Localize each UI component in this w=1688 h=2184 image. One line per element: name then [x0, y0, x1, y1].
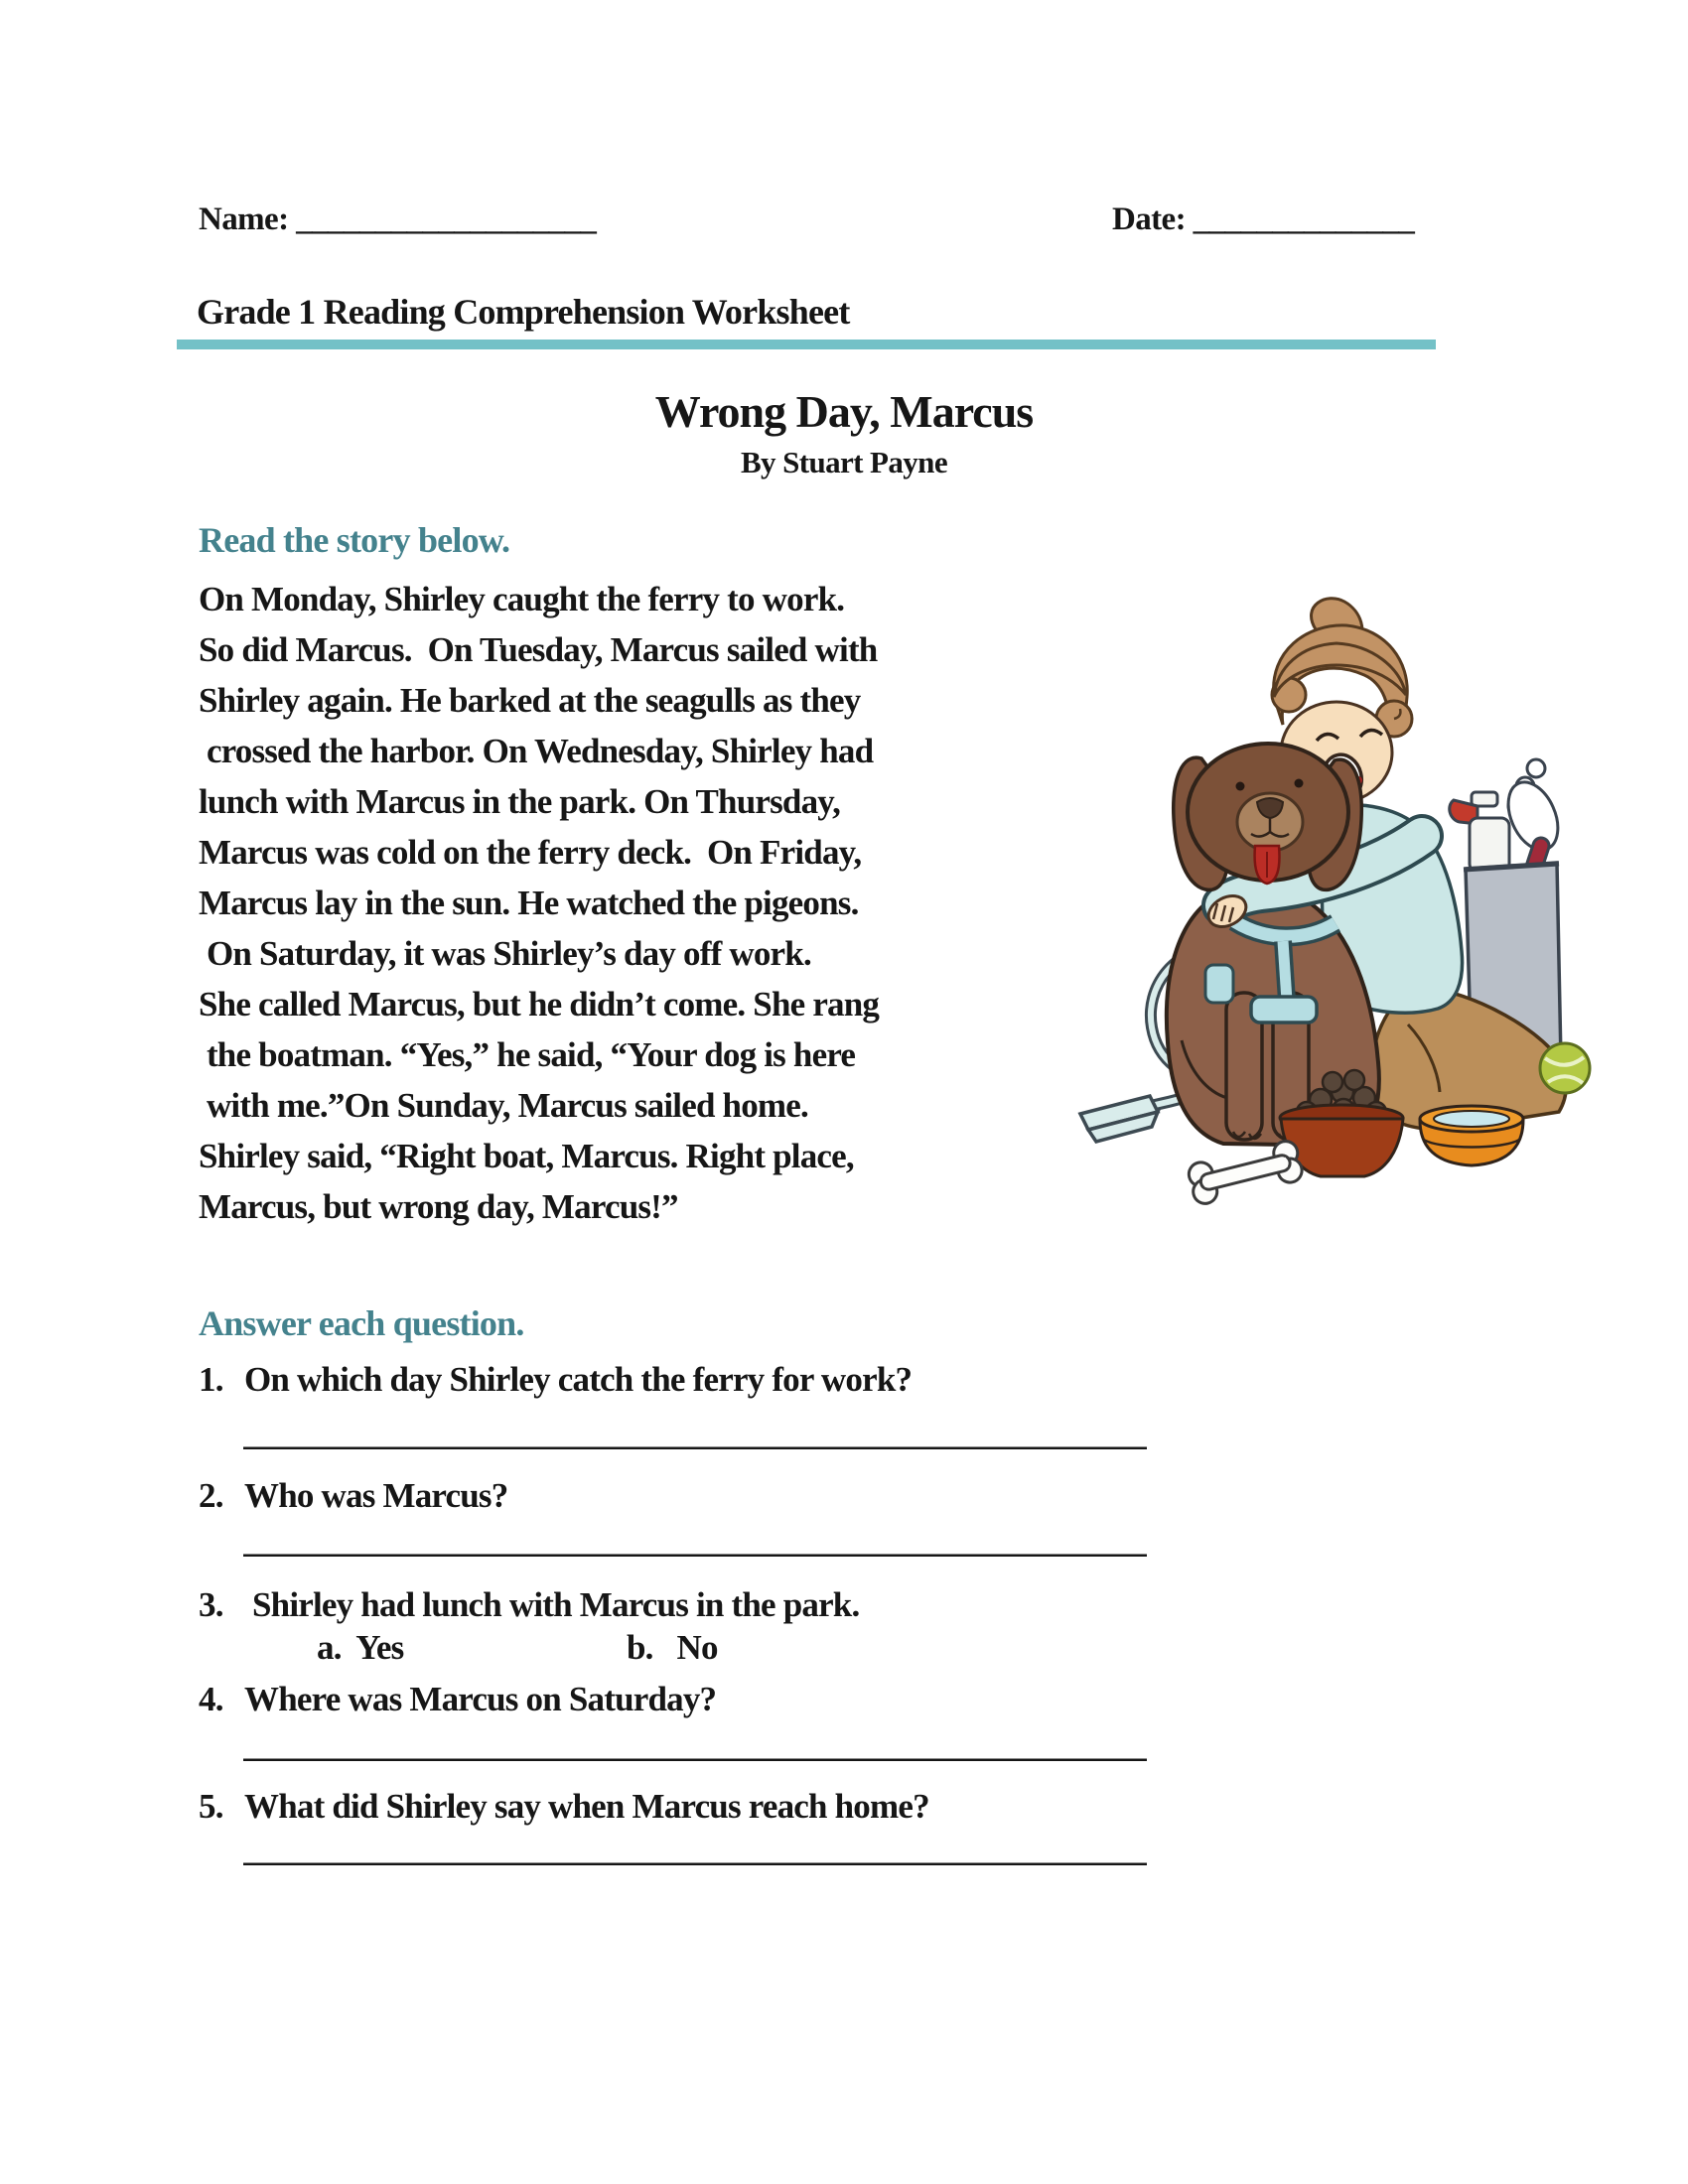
question-2: [199, 1476, 507, 1516]
story-line: On Saturday, it was Shirley’s day off work.: [199, 934, 811, 973]
story-line: Marcus, but wrong day, Marcus!”: [199, 1187, 678, 1226]
water-bowl-icon: [1420, 1106, 1523, 1165]
story-line: crossed the harbor. On Wednesday, Shirley had: [199, 732, 874, 770]
dog-eye: [1236, 782, 1245, 791]
question-number: 5.: [199, 1787, 223, 1826]
option-label: Yes: [355, 1628, 404, 1667]
story-line: She called Marcus, but he didn’t come. She rang: [199, 985, 880, 1024]
water: [1434, 1111, 1509, 1127]
bone-icon: [1187, 1139, 1305, 1206]
story-line: the boatman. “Yes,” he said, “Your dog is here: [199, 1035, 856, 1074]
question-1: [199, 1360, 912, 1400]
question-text: Who was Marcus?: [244, 1476, 508, 1515]
option-letter: a.: [317, 1628, 342, 1667]
name-label: Name:: [199, 202, 289, 237]
story-title: Wrong Day, Marcus: [654, 386, 1034, 437]
question-number: 2.: [199, 1476, 223, 1515]
story-line: Marcus lay in the sun. He watched the pigeons.: [199, 884, 859, 922]
question-3: [199, 1585, 859, 1625]
question-number: 4.: [199, 1680, 223, 1718]
answer-line-2: ____________________________________________________: [243, 1521, 1147, 1560]
date-label: Date:: [1112, 202, 1186, 237]
answer-line-1: ____________________________________________________: [243, 1414, 1147, 1452]
name-field: [199, 202, 596, 238]
story-text: [199, 574, 879, 1232]
option-label: No: [676, 1628, 718, 1667]
story-line: with me.”On Sunday, Marcus sailed home.: [199, 1086, 808, 1125]
story-byline: By Stuart Payne: [740, 445, 947, 479]
spray-bottle-icon: [1450, 792, 1509, 872]
question-text: Where was Marcus on Saturday?: [244, 1680, 717, 1718]
teal-divider: [177, 340, 1436, 349]
worksheet-heading: Grade 1 Reading Comprehension Worksheet: [197, 292, 850, 332]
question-text: What did Shirley say when Marcus reach home?: [244, 1787, 929, 1826]
tennis-ball-icon: [1540, 1043, 1590, 1093]
date-field: [1112, 202, 1414, 238]
answer-instruction: Answer each question.: [199, 1303, 524, 1343]
read-instruction: Read the story below.: [199, 520, 510, 560]
date-blank-line: ______________: [1193, 202, 1415, 237]
story-line: On Monday, Shirley caught the ferry to work.: [199, 580, 845, 618]
question-text: Shirley had lunch with Marcus in the park.: [252, 1585, 860, 1624]
story-line: Shirley again. He barked at the seagulls as they: [199, 681, 861, 720]
question-number: 3.: [199, 1585, 223, 1624]
question-text: On which day Shirley catch the ferry for work?: [244, 1360, 913, 1399]
dog-head: [1174, 744, 1362, 889]
question-5: [199, 1787, 929, 1827]
question-4: [199, 1680, 716, 1719]
option-letter: b.: [627, 1628, 653, 1667]
option-a: [317, 1628, 403, 1668]
dog-eye: [1295, 779, 1304, 788]
story-illustration: [1023, 576, 1658, 1211]
story-line: lunch with Marcus in the park. On Thursday,: [199, 782, 841, 821]
answer-line-4: ____________________________________________________: [243, 1725, 1147, 1764]
answer-line-5: ____________________________________________________: [243, 1830, 1147, 1868]
name-blank-line: ___________________: [296, 202, 597, 237]
question-number: 1.: [199, 1360, 223, 1399]
story-line: So did Marcus. On Tuesday, Marcus sailed with: [199, 630, 878, 669]
story-line: Marcus was cold on the ferry deck. On Friday,: [199, 833, 862, 872]
story-line: Shirley said, “Right boat, Marcus. Right place,: [199, 1137, 854, 1175]
option-b: [627, 1628, 718, 1668]
